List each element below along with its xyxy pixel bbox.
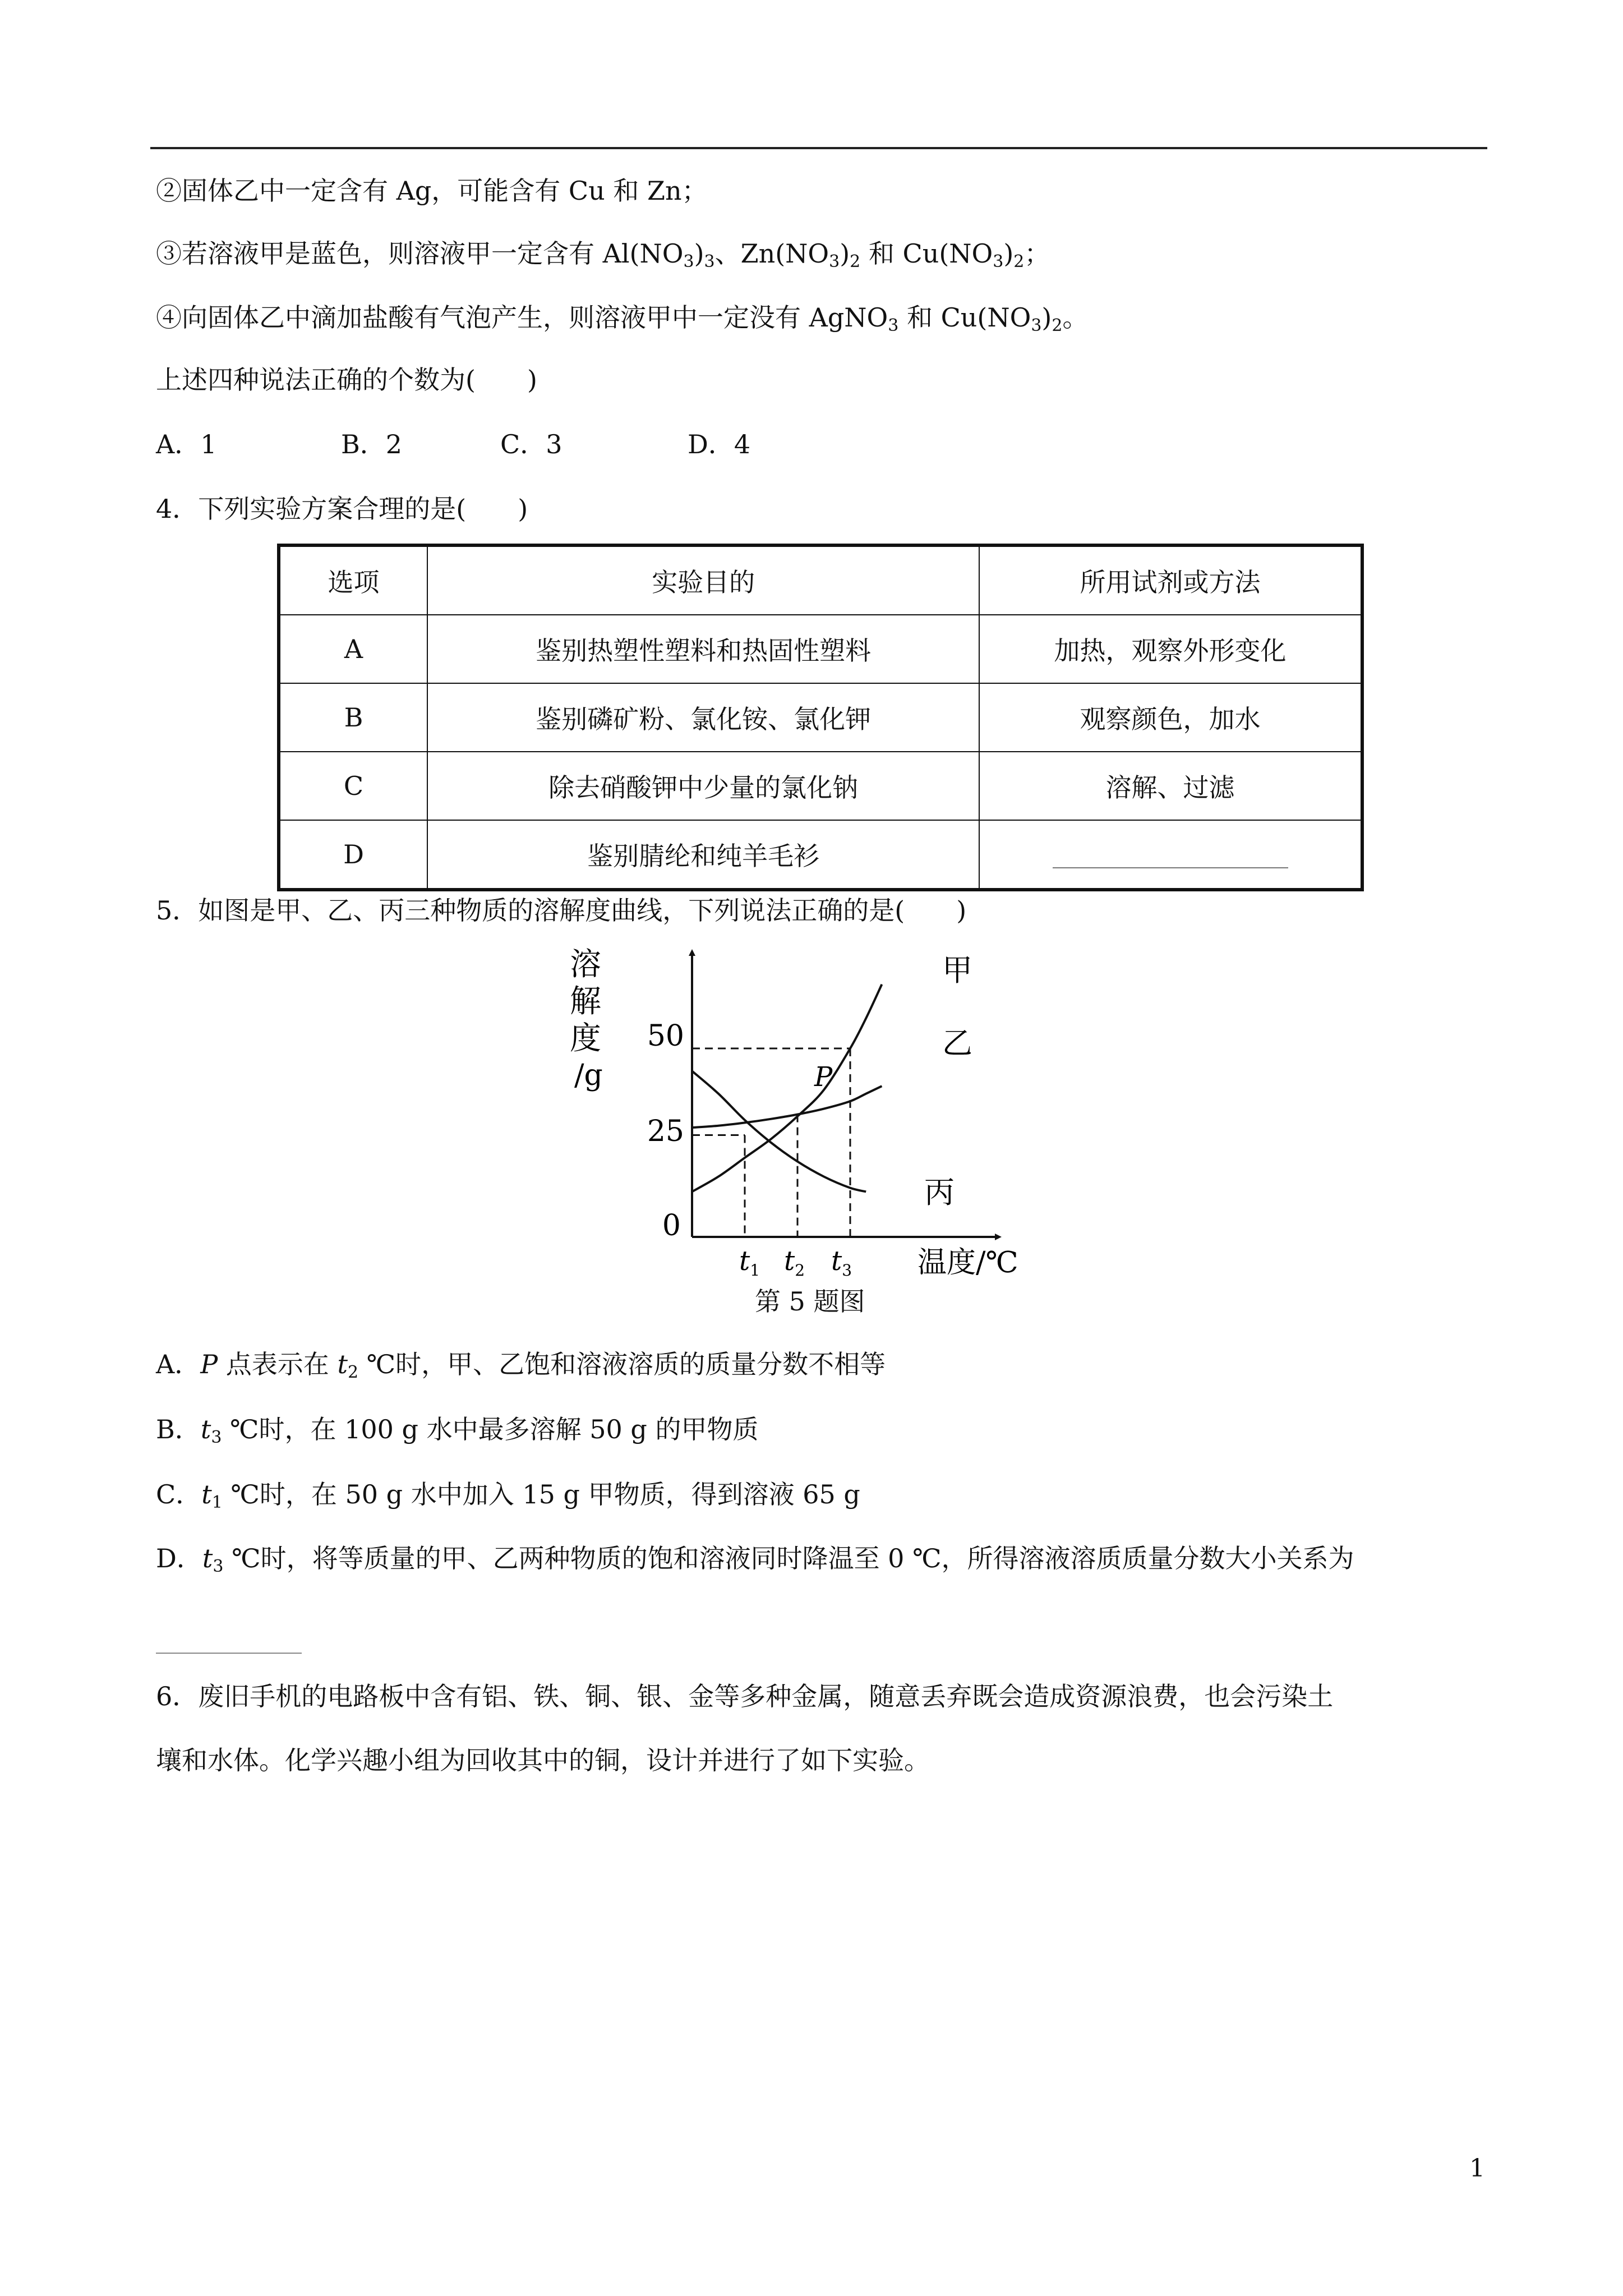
table-cell: 加热，观察外形变化 — [979, 615, 1362, 683]
table-cell: B — [279, 683, 427, 752]
y-tick-50: 50 — [647, 1019, 684, 1053]
experiment-table — [277, 544, 1364, 891]
x-tick-t3: $t_3$ — [831, 1245, 852, 1280]
table-cell: 鉴别磷矿粉、氯化铵、氯化钾 — [427, 683, 979, 752]
answer-blank-cell — [979, 820, 1362, 890]
page-number: 1 — [1469, 2154, 1485, 2183]
q5-option-c: C．$t_1$ ℃时，在 50 g 水中加入 15 g 甲物质，得到溶液 65 g — [156, 1479, 860, 1512]
header-rule — [150, 147, 1487, 149]
table-header-row — [279, 545, 1362, 615]
series-label-jia: 甲 — [942, 953, 972, 988]
x-label: 温度/℃ — [917, 1246, 1018, 1280]
y-label-char-2: 解 — [570, 983, 601, 1020]
table-row — [279, 820, 1362, 890]
table-cell: D — [279, 820, 427, 890]
y-tick-0: 0 — [662, 1209, 681, 1243]
table-cell: A — [279, 615, 427, 683]
q3-option-d: D．4 — [688, 429, 751, 459]
figure-caption: 第 5 题图 — [755, 1286, 865, 1317]
solubility-chart — [561, 948, 1066, 1285]
series-label-yi: 乙 — [942, 1025, 972, 1061]
table-cell: 鉴别腈纶和纯羊毛衫 — [427, 820, 979, 890]
table-cell: 除去硝酸钾中少量的氯化钠 — [427, 752, 979, 820]
y-label-char-3: 度 — [570, 1020, 601, 1057]
curves — [692, 984, 882, 1192]
q3-statement-3: ③若溶液甲是蓝色，则溶液甲一定含有 $Al(NO_3)_3$、$Zn(NO_3)_2$ 和 $Cu(NO_3)_2$； — [156, 238, 1050, 272]
q5-option-a: A．P 点表示在 $t_2$ ℃时，甲、乙饱和溶液溶质的质量分数不相等 — [156, 1349, 886, 1382]
q3-option-c: C．3 — [500, 429, 562, 459]
table-cell: 观察颜色，加水 — [979, 683, 1362, 752]
header-method: 所用试剂或方法 — [979, 545, 1362, 615]
q3-option-a: A．1 — [156, 429, 217, 459]
answer-blank — [1053, 845, 1288, 868]
header-option: 选项 — [279, 545, 427, 615]
table-cell: 鉴别热塑性塑料和热固性塑料 — [427, 615, 979, 683]
table-cell: C — [279, 752, 427, 820]
q3-question: 上述四种说法正确的个数为( ) — [156, 365, 537, 395]
q5-option-d: D．$t_3$ ℃时，将等质量的甲、乙两种物质的饱和溶液同时降温至 0 ℃，所得溶液溶质质量分数大小关系为 — [156, 1543, 1354, 1576]
q6-line-1: 6．废旧手机的电路板中含有铝、铁、铜、银、金等多种金属，随意丢弃既会造成资源浪费，也会污染土 — [156, 1681, 1334, 1711]
q5-stem: 5．如图是甲、乙、丙三种物质的溶解度曲线，下列说法正确的是( ) — [156, 895, 967, 926]
q5-answer-blank — [156, 1653, 302, 1654]
q5-option-b: B．$t_3$ ℃时，在 100 g 水中最多溶解 50 g 的甲物质 — [156, 1414, 759, 1447]
header-purpose: 实验目的 — [427, 545, 979, 615]
q3-option-b: B．2 — [341, 429, 403, 459]
table-row — [279, 615, 1362, 683]
curve-jia — [692, 984, 882, 1192]
q4-stem: 4．下列实验方案合理的是( ) — [156, 494, 528, 524]
x-tick-t1: $t_1$ — [739, 1245, 760, 1280]
q3-statement-2: ②固体乙中一定含有 Ag，可能含有 Cu 和 Zn； — [156, 176, 708, 206]
q6-line-2: 壤和水体。化学兴趣小组为回收其中的铜，设计并进行了如下实验。 — [156, 1745, 930, 1775]
y-label-char-1: 溶 — [570, 948, 601, 983]
q3-statement-4: ④向固体乙中滴加盐酸有气泡产生，则溶液甲中一定没有 AgNO$_3$ 和 $Cu(NO_3)_2$。 — [156, 302, 1089, 335]
table-cell: 溶解、过滤 — [979, 752, 1362, 820]
table-row — [279, 683, 1362, 752]
curve-yi — [692, 1086, 882, 1128]
point-p-label: P — [814, 1061, 833, 1093]
table-row — [279, 752, 1362, 820]
y-tick-25: 25 — [647, 1115, 684, 1148]
y-label-unit: /g — [574, 1059, 603, 1092]
x-tick-t2: $t_2$ — [784, 1245, 805, 1280]
series-label-bing: 丙 — [924, 1175, 955, 1210]
